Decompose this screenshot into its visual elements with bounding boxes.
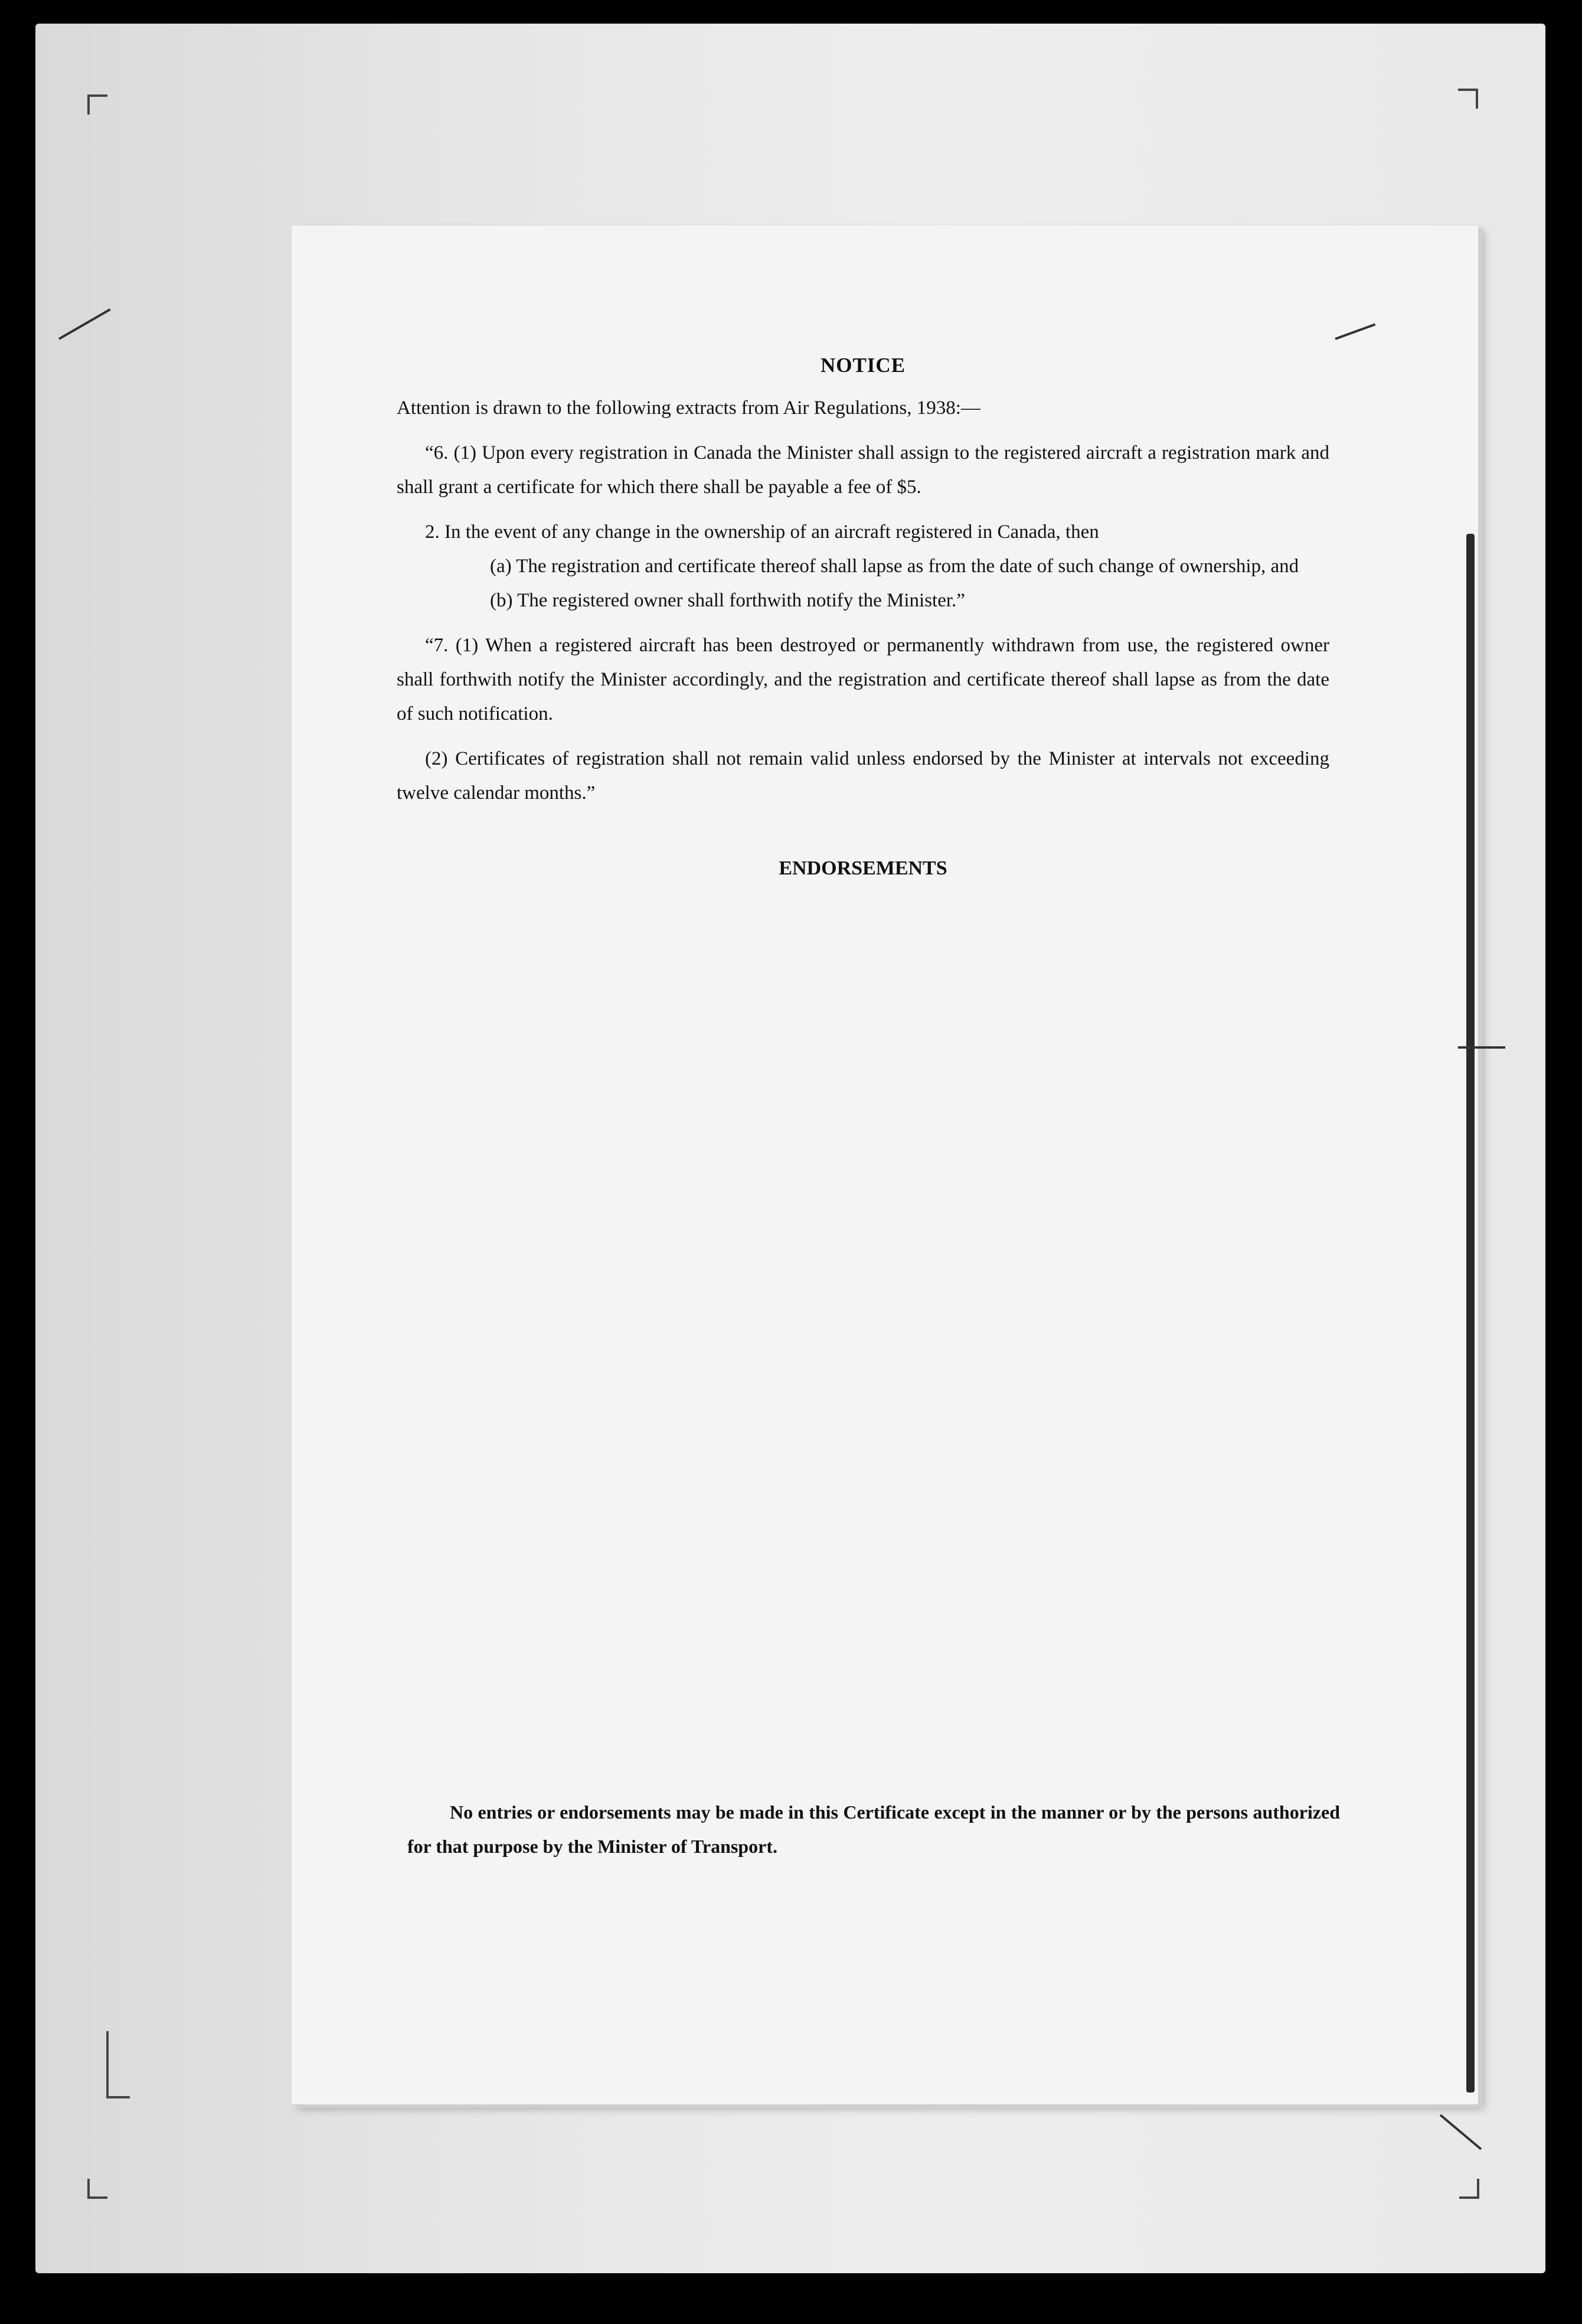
film-scratch (1458, 1046, 1505, 1049)
regulation-6-2-b: (b) The registered owner shall forthwith notify the Minister.” (490, 590, 965, 611)
regulation-6-2: 2. In the event of any change in the ownership of an aircraft registered in Canada, then (425, 521, 1099, 543)
crop-mark-bottom-right (1459, 2179, 1479, 2199)
notice-section (397, 348, 1329, 886)
regulation-6-1: “6. (1) Upon every registration in Canada the Minister shall assign to the registered aircraft a registration mark and shall grant a certificate for which there shall be payable a fee of $5. (397, 442, 1329, 498)
crop-mark-top-right (1458, 89, 1478, 109)
crop-mark-left (106, 2031, 130, 2098)
footer-notice: No entries or endorsements may be made in this Certificate except in the manner or by the persons authorized for that purpose by the Minister of Transport. (407, 1801, 1340, 1857)
crop-mark-bottom-left (87, 2179, 107, 2199)
sheet-binding-edge (1466, 534, 1475, 2093)
regulation-7-2: (2) Certificates of registration shall not remain valid unless endorsed by the Minister at intervals not exceeding twelve calendar months.” (397, 748, 1329, 804)
notice-title: NOTICE (820, 354, 906, 377)
endorsements-heading: ENDORSEMENTS (779, 857, 947, 879)
crop-mark-top-left (87, 94, 107, 115)
regulation-7-1: “7. (1) When a registered aircraft has been destroyed or permanently withdrawn from use, the registered owner shall forthwith notify the Minister accordingly, and the registration and certificate thereof shall lapse as from the date of such notification. (397, 635, 1329, 724)
notice-intro: Attention is drawn to the following extracts from Air Regulations, 1938:— (397, 397, 980, 419)
regulation-6-2-a: (a) The registration and certificate thereof shall lapse as from the date of such change of ownership, and (490, 556, 1299, 577)
